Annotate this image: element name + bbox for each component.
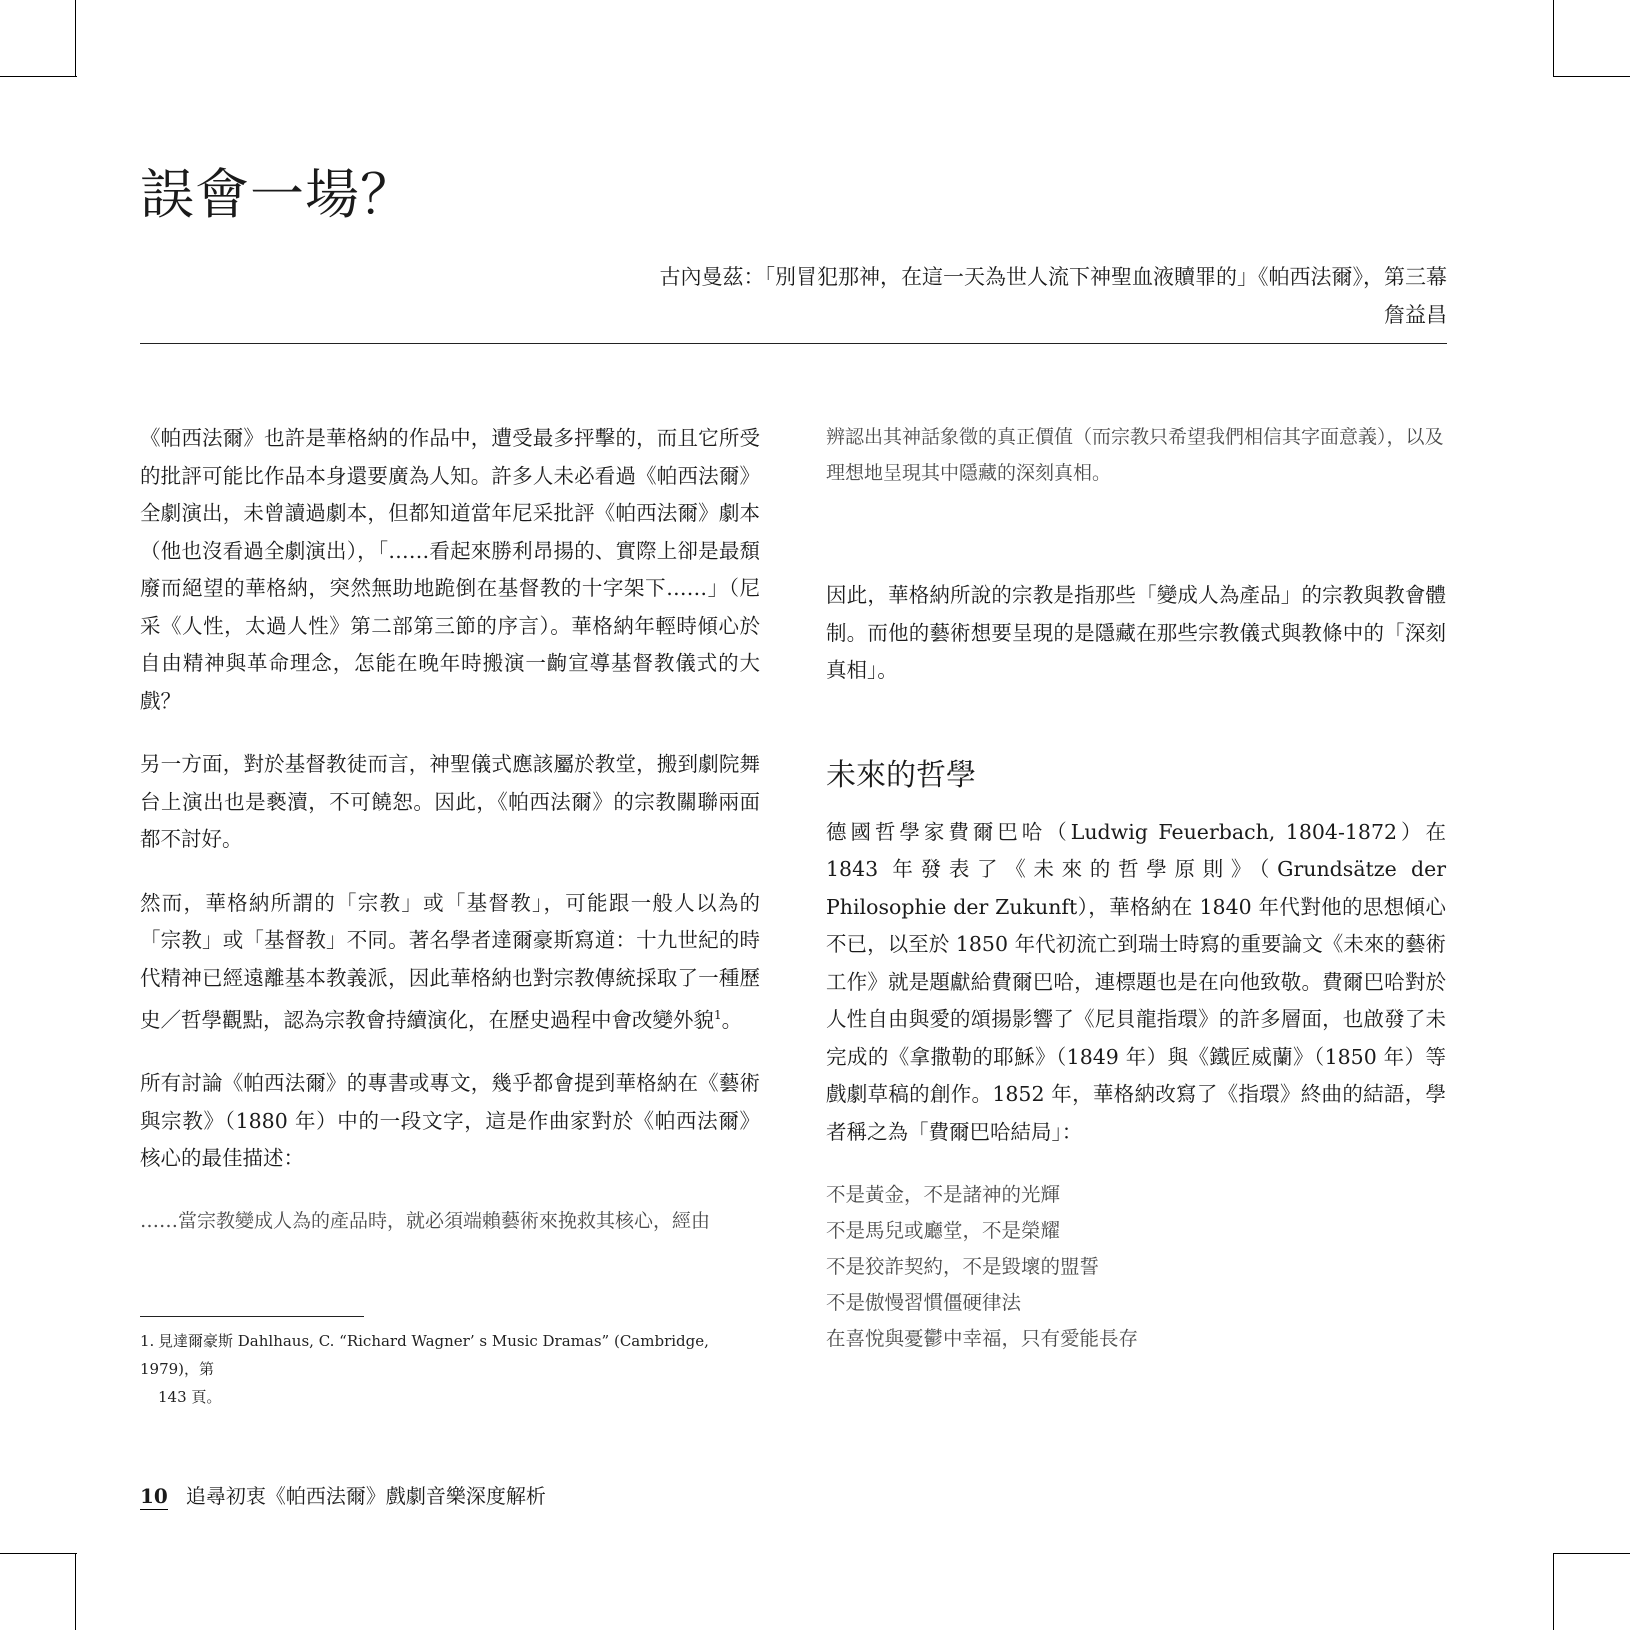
crop-mark — [75, 1553, 76, 1630]
title-rule — [140, 343, 1447, 344]
block-quote-continued: 辨認出其神話象徵的真正價值（而宗教只希望我們相信其字面意義），以及理想地呈現其中隱藏的深刻真相。 — [826, 426, 1444, 484]
left-column — [140, 420, 760, 1265]
page-footer — [140, 1480, 546, 1512]
page-title: 誤會一場？ — [140, 163, 415, 226]
crop-mark — [0, 76, 77, 77]
poem-line: 在喜悅與憂鬱中幸福，只有愛能長存 — [826, 1327, 1139, 1350]
poem-line: 不是黃金，不是諸神的光輝 — [826, 1183, 1061, 1206]
body-paragraph: 另一方面，對於基督教徒而言，神聖儀式應該屬於教堂，搬到劇院舞台上演出也是褻瀆，不可饒恕。因此，《帕西法爾》的宗教關聯兩面都不討好。 — [140, 752, 760, 851]
running-title: 追尋初衷《帕西法爾》戲劇音樂深度解析 — [185, 1484, 546, 1508]
poem-line: 不是馬兒或廳堂，不是榮耀 — [826, 1219, 1061, 1242]
footnote-number: 1. — [140, 1332, 155, 1350]
footnote-ref: 1 — [714, 1008, 722, 1022]
epigraph — [660, 258, 1448, 334]
body-paragraph: 因此，華格納所說的宗教是指那些「變成人為產品」的宗教與教會體制。而他的藝術想要呈現的是隱藏在那些宗教儀式與教條中的「深刻真相」。 — [826, 583, 1446, 682]
block-quote: ……當宗教變成人為的產品時，就必須端賴藝術來挽救其核心，經由 — [140, 1209, 711, 1232]
poem-line: 不是狡詐契約，不是毀壞的盟誓 — [826, 1255, 1100, 1278]
body-paragraph: 《帕西法爾》也許是華格納的作品中，遭受最多抨擊的，而且它所受的批評可能比作品本身還要廣為人知。許多人未必看過《帕西法爾》全劇演出，未曾讀過劇本，但都知道當年尼采批評《帕西法爾》劇本（他也沒看過全劇演出），「……看起來勝利昂揚的、實際上卻是最頹廢而絕望的華格納，突然無助地跪倒在基督教的十字架下……」（尼采《人性，太過人性》第二部第三節的序言）。華格納年輕時傾心於自由精神與革命理念，怎能在晚年時搬演一齣宣導基督教儀式的大戲？ — [140, 426, 760, 713]
page-number: 10 — [140, 1484, 168, 1508]
crop-mark — [1553, 1553, 1630, 1554]
poem-line: 不是傲慢習慣僵硬律法 — [826, 1291, 1022, 1314]
epigraph-quote: 古內曼茲：「別冒犯那神，在這一天為世人流下神聖血液贖罪的」《帕西法爾》，第三幕 — [659, 265, 1447, 289]
footnote-rule — [140, 1316, 364, 1317]
crop-mark — [1553, 0, 1554, 77]
body-paragraph: 德國哲學家費爾巴哈（Ludwig Feuerbach, 1804-1872）在 1843 年發表了《未來的哲學原則》（Grundsätze der Philosophie der Zukunft），華格納在 1840 年代對他的思想傾心不已，以至於 1850 年代初流亡到瑞士時寫的重要論文《未來的藝術工作》就是題獻給費爾巴哈，連標題也是在向他致敬。費爾巴哈對於人性自由與愛的頌揚影響了《尼貝龍指環》的許多層面，也啟發了未完成的《拿撒勒的耶穌》（1849 年）與《鐵匠威蘭》（1850 年）等戲劇草稿的創作。1852 年，華格納改寫了《指環》終曲的結語，學者稱之為「費爾巴哈結局」： — [826, 819, 1446, 1144]
crop-mark — [1553, 1553, 1554, 1630]
crop-mark — [75, 0, 76, 77]
epigraph-author: 詹益昌 — [1384, 303, 1447, 327]
poem — [826, 1177, 1446, 1357]
footnote-text: 見達爾豪斯 Dahlhaus, C. “Richard Wagner’ s Music Dramas” (Cambridge, 1979)，第 — [140, 1332, 709, 1378]
section-heading: 未來的哲學 — [826, 757, 976, 793]
footnote-text-continued: 143 頁。 — [158, 1388, 222, 1406]
right-column — [826, 420, 1446, 1357]
paragraph-end: 。 — [721, 1007, 743, 1032]
footnote — [140, 1327, 762, 1411]
paragraph-text: 然而，華格納所謂的「宗教」或「基督教」，可能跟一般人以為的「宗教」或「基督教」不同。著名學者達爾豪斯寫道：十九世紀的時代精神已經遠離基本教義派，因此華格納也對宗教傳統採取了一種歷史／哲學觀點，認為宗教會持續演化，在歷史過程中會改變外貌 — [140, 890, 760, 1032]
body-paragraph — [140, 885, 760, 1040]
body-paragraph: 所有討論《帕西法爾》的專書或專文，幾乎都會提到華格納在《藝術與宗教》（1880 年）中的一段文字，這是作曲家對於《帕西法爾》核心的最佳描述： — [140, 1071, 760, 1171]
crop-mark — [1553, 76, 1630, 77]
crop-mark — [0, 1553, 77, 1554]
